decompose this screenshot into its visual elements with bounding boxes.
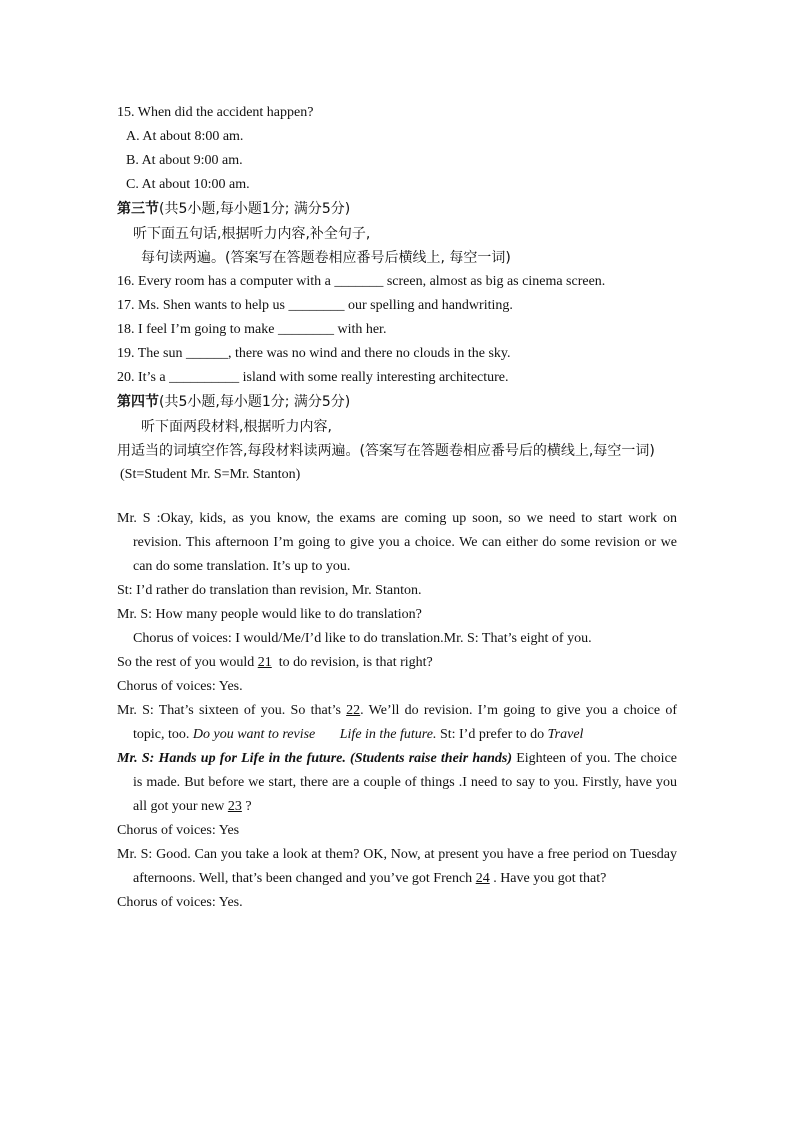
spacer (117, 487, 677, 507)
dialogue-paragraph-4: Chorus of voices: I would/Me/I’d like to do translation.Mr. S: That’s eight of you. (133, 631, 592, 646)
section-3-heading (117, 197, 677, 222)
question-19: 19. The sun ______, there was no wind and there no clouds in the sky. (117, 346, 511, 361)
italic-topic-travel: Travel (547, 727, 584, 742)
dialogue-text: to do revision, is that right? (278, 655, 433, 670)
option-15-c: C. At about 10:00 am. (126, 177, 250, 192)
question-18: 18. I feel I’m going to make ________ with her. (117, 322, 387, 337)
section-4-score-note: (共5小题,每小题1分; 满分5分) (159, 394, 351, 410)
speaker-legend: (St=Student Mr. S=Mr. Stanton) (120, 467, 301, 482)
dialogue-text: Mr. S: Good. Can you take a look at them? OK, Now, at present you have a free period on Tuesday afternoons. Well, that’s been changed and you’ve got French (117, 847, 677, 886)
blank-22: 22 (346, 703, 361, 718)
blank-23: 23 (227, 799, 242, 814)
dialogue-text: ? (241, 799, 252, 814)
dialogue-text: . We’ll do revision. I’m going to give you a choice of topic, too. (133, 703, 677, 742)
question-16: 16. Every room has a computer with a _______ screen, almost as big as cinema screen. (117, 274, 606, 289)
dialogue-paragraph-6: Chorus of voices: Yes. (117, 679, 243, 694)
dialogue-text: St: I’d prefer to do (436, 727, 548, 742)
italic-question: Do you want to revise (192, 727, 316, 742)
section-4-instruction-2: 用适当的词填空作答,每段材料读两遍。(答案写在答题卷相应番号后的横线上,每空一词) (117, 443, 655, 459)
question-20: 20. It’s a __________ island with some really interesting architecture. (117, 370, 509, 385)
dialogue-paragraph-8 (117, 747, 677, 819)
exam-page (117, 101, 677, 915)
section-4-heading (117, 390, 677, 415)
option-15-b: B. At about 9:00 am. (126, 153, 243, 168)
section-3-title: 第三节 (117, 201, 159, 217)
dialogue-text: Eighteen of you. The choice is made. But before we start, there are a couple of things .I need to say to you. Firstly, have you all got your new (133, 751, 677, 814)
section-3-instruction-1: 听下面五句话,根据听力内容,补全句子, (133, 226, 371, 242)
dialogue-paragraph-10 (117, 843, 677, 891)
section-3-instruction-2: 每句读两遍。(答案写在答题卷相应番号后横线上, 每空一词) (141, 250, 511, 266)
dialogue-text: Mr. S: That’s sixteen of you. So that’s (117, 703, 347, 718)
dialogue-paragraph-9: Chorus of voices: Yes (117, 823, 240, 838)
italic-topic: Life in the future. (339, 727, 437, 742)
dialogue-paragraph-3: Mr. S: How many people would like to do translation? (117, 607, 422, 622)
dialogue-text: So the rest of you would (117, 655, 258, 670)
blank-24: 24 (475, 871, 490, 886)
dialogue-paragraph-5 (117, 651, 677, 675)
dialogue-paragraph-11: Chorus of voices: Yes. (117, 895, 243, 910)
question-17: 17. Ms. Shen wants to help us ________ our spelling and handwriting. (117, 298, 513, 313)
question-15: 15. When did the accident happen? (117, 105, 314, 120)
dialogue-paragraph-2: St: I’d rather do translation than revision, Mr. Stanton. (117, 583, 422, 598)
italic-stage-direction: Mr. S: Hands up for Life in the future. (Students raise their hands) (117, 751, 513, 766)
section-4-title: 第四节 (117, 394, 159, 410)
section-4-instruction-1: 听下面两段材料,根据听力内容, (141, 419, 332, 435)
dialogue-paragraph-1: Mr. S :Okay, kids, as you know, the exams are coming up soon, so we need to start work on revision. This afternoon I’m going to give you a choice. We can either do some revision or we can do some translation. It’s up to you. (117, 511, 677, 574)
blank-21: 21 (257, 655, 272, 670)
section-3-score-note: (共5小题,每小题1分; 满分5分) (159, 201, 351, 217)
dialogue-text: . Have you got that? (489, 871, 607, 886)
dialogue-paragraph-7 (117, 699, 677, 747)
option-15-a: A. At about 8:00 am. (126, 129, 244, 144)
